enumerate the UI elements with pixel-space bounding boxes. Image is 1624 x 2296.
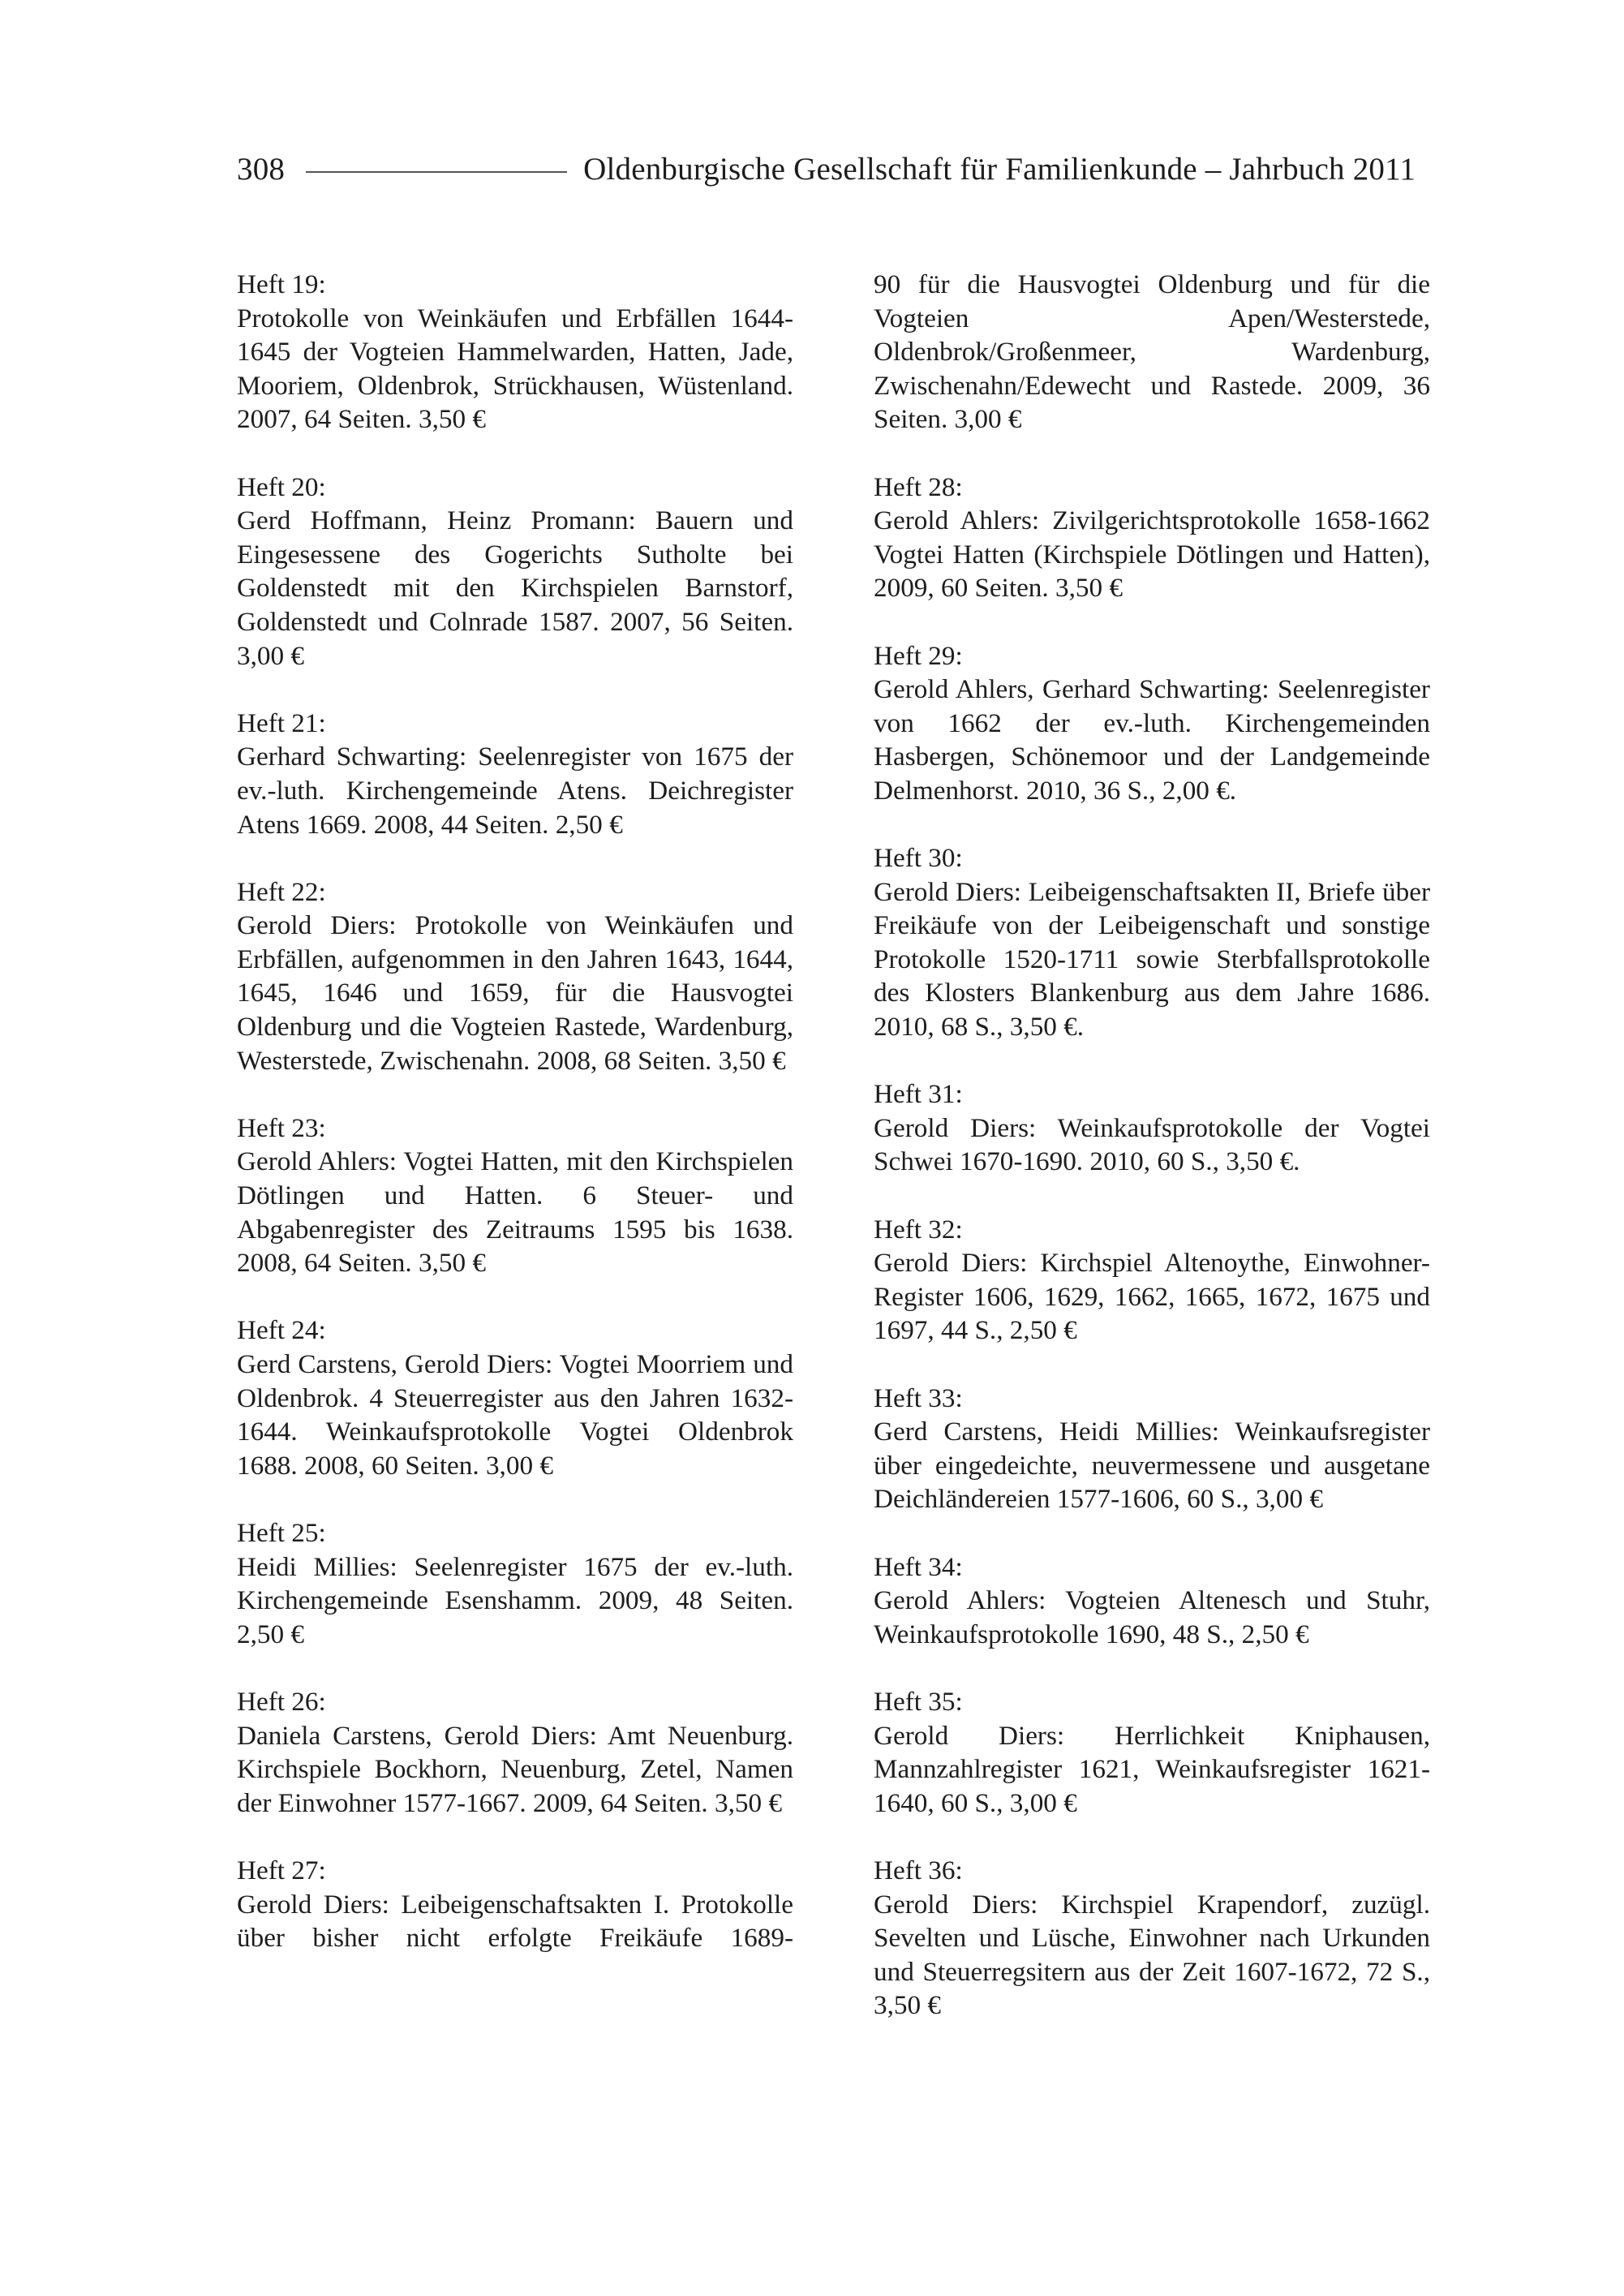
list-item [874,1550,1430,1652]
list-item [237,268,793,436]
right-column [874,268,1430,2056]
entry-heading: Heft 24: [237,1315,326,1346]
entry-heading: Heft 34: [874,1551,963,1582]
entry-heading: Heft 22: [237,876,326,907]
list-item [874,1077,1430,1179]
entry-text: Gerd Carstens, Gerold Diers: Vogtei Moorriem und Oldenbrok. 4 Steuerregister aus den Jahren 1632-1644. Weinkaufsprotokolle Vogtei Oldenbrok 1688. 2008, 60 Seiten. 3,00 € [237,1349,793,1481]
entry-heading: Heft 33: [874,1382,963,1413]
entry-text: Gerold Diers: Weinkaufsprotokolle der Vogtei Schwei 1670-1690. 2010, 60 S., 3,50 €. [874,1112,1430,1177]
list-item [874,1382,1430,1516]
list-item [874,1213,1430,1348]
page-number: 308 [237,152,286,187]
entry-text: Gerhard Schwarting: Seelenregister von 1675 der ev.-luth. Kirchengemeinde Atens. Deichregister Atens 1669. 2008, 44 Seiten. 2,50 € [237,742,793,840]
entry-text: Gerold Diers: Leibeigenschaftsakten I. Protokolle über bisher nicht erfolgte Freikäufe 1689- [237,1889,793,1954]
entry-heading: Heft 20: [237,471,326,502]
entry-heading: Heft 26: [237,1686,326,1717]
entry-heading: Heft 21: [237,707,326,738]
list-item [237,1111,793,1280]
running-header [237,151,1437,200]
list-item-continued [874,268,1430,436]
entry-text: Gerd Hoffmann, Heinz Promann: Bauern und Eingesessene des Gogerichts Sutholte bei Goldenstedt mit den Kirchspielen Barnstorf, Goldenstedt und Colnrade 1587. 2007, 56 Seiten. 3,00 € [237,505,793,671]
entry-heading: Heft 30: [874,843,963,874]
entry-heading: Heft 36: [874,1855,963,1885]
list-item [874,1854,1430,2023]
entry-heading: Heft 28: [874,471,963,502]
entry-text: Protokolle von Weinkäufen und Erbfällen 1644-1645 der Vogteien Hammelwarden, Hatten, Jade, Mooriem, Oldenbrok, Strückhausen, Wüstenland. 2007, 64 Seiten. 3,50 € [237,303,793,435]
list-item [237,1685,793,1820]
list-item [237,1314,793,1482]
list-item [237,471,793,673]
list-item [874,639,1430,808]
entry-text: 90 für die Hausvogtei Oldenburg und für die Vogteien Apen/Westerstede, Oldenbrok/Großenmeer, Wardenburg, Zwischenahn/Edewecht und Rastede. 2009, 36 Seiten. 3,00 € [874,269,1430,435]
entry-text: Gerold Diers: Leibeigenschaftsakten II, Briefe über Freikäufe von der Leibeigenschaft und sonstige Protokolle 1520-1711 sowie Sterbfallsprotokolle des Klosters Blankenburg aus dem Jahre 1686. 2010, 68 S., 3,50 €. [874,876,1430,1043]
entry-heading: Heft 32: [874,1214,963,1245]
entry-text: Heidi Millies: Seelenregister 1675 der ev.-luth. Kirchengemeinde Esenshamm. 2009, 48 Seiten. 2,50 € [237,1551,793,1649]
entry-text: Gerold Diers: Kirchspiel Altenoythe, Einwohner-Register 1606, 1629, 1662, 1665, 1672, 1675 und 1697, 44 S., 2,50 € [874,1248,1430,1346]
entry-heading: Heft 23: [237,1112,326,1143]
entry-text: Daniela Carstens, Gerold Diers: Amt Neuenburg. Kirchspiele Bockhorn, Neuenburg, Zetel, Namen der Einwohner 1577-1667. 2009, 64 Seiten. 3,50 € [237,1720,793,1818]
list-item [237,1854,793,1955]
running-title: Oldenburgische Gesellschaft für Familienkunde – Jahrbuch 2011 [583,152,1416,187]
entry-text: Gerold Ahlers: Vogtei Hatten, mit den Kirchspielen Dötlingen und Hatten. 6 Steuer- und Abgabenregister des Zeitraums 1595 bis 1638. 2008, 64 Seiten. 3,50 € [237,1146,793,1279]
entry-text: Gerold Diers: Kirchspiel Krapendorf, zuzügl. Sevelten und Lüsche, Einwohner nach Urkunden und Steuerregsitern aus der Zeit 1607-1672, 72 S., 3,50 € [874,1889,1430,2021]
entry-text: Gerold Ahlers, Gerhard Schwarting: Seelenregister von 1662 der ev.-luth. Kirchengemeinden Hasbergen, Schönemoor und der Landgemeinde Delmenhorst. 2010, 36 S., 2,00 €. [874,674,1430,806]
list-item [874,841,1430,1044]
entry-heading: Heft 27: [237,1855,326,1885]
list-item [237,707,793,841]
entry-heading: Heft 31: [874,1079,963,1110]
entry-heading: Heft 35: [874,1686,963,1717]
entry-heading: Heft 29: [874,640,963,671]
entry-text: Gerold Ahlers: Zivilgerichtsprotokolle 1658-1662 Vogtei Hatten (Kirchspiele Dötlingen und Hatten), 2009, 60 Seiten. 3,50 € [874,505,1430,604]
left-column [237,268,793,1989]
entry-text: Gerd Carstens, Heidi Millies: Weinkaufsregister über eingedeichte, neuvermessene und ausgetane Deichländereien 1577-1606, 60 S., 3,00 € [874,1417,1430,1515]
header-rule [306,171,567,173]
list-item [237,875,793,1078]
entry-text: Gerold Diers: Herrlichkeit Kniphausen, Mannzahlregister 1621, Weinkaufsregister 1621-1640, 60 S., 3,00 € [874,1720,1430,1818]
entry-text: Gerold Ahlers: Vogteien Altenesch und Stuhr, Weinkaufsprotokolle 1690, 48 S., 2,50 € [874,1585,1430,1649]
entry-heading: Heft 19: [237,269,326,299]
list-item [237,1516,793,1651]
entry-heading: Heft 25: [237,1517,326,1548]
entry-text: Gerold Diers: Protokolle von Weinkäufen und Erbfällen, aufgenommen in den Jahren 1643, 1644, 1645, 1646 und 1659, für die Hausvogtei Oldenburg und die Vogteien Rastede, Wardenburg, Westerstede, Zwischenahn. 2008, 68 Seiten. 3,50 € [237,910,793,1076]
list-item [874,471,1430,605]
list-item [874,1685,1430,1820]
